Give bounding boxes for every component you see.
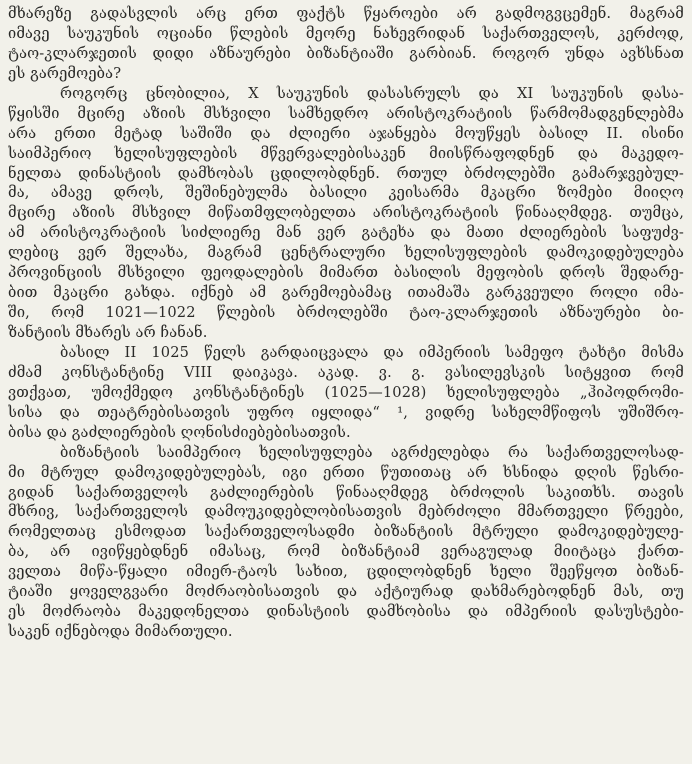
text-line: ნელთა დინასტიის დამხობას ცდილობდნენ. რთულ ბრძოლებში გამარჯვებულ- [8,164,684,182]
text-line: როგორც ცნობილია, X საუკუნის დასასრულს და XI საუკუნის დასა- [60,84,684,102]
paragraph-4 [8,443,684,642]
text-line: საიმპერიო ხელისუფლების მწვერვალებისაკენ მიისწრაფოდნენ და მაკედო- [8,144,684,162]
text-line: ამ არისტოკრატიის სიძლიერე მან ვერ გატეხა და მათი ძლიერების საფუძვ- [8,224,684,242]
text-line: ტაო-კლარჯეთის დიდი აზნაურები ბიზანტიაში გარბიან. როგორ უნდა ავხსნათ [8,44,684,62]
paragraph-2 [8,84,684,343]
text-line: არა ერთი მეტად საშიში და ძლიერი აჯანყება მოუწყეს ბასილ II. ისინი [8,124,684,142]
text-line: წყისში მცირე აზიის მსხვილი სამხედრო არისტოკრატიის წარმომადგენლებმა [8,104,684,122]
text-line: ბიზანტიის საიმპერიო ხელისუფლება აგრძელებდა რა საქართველოსად- [60,443,684,461]
text-line: ძმამ კონსტანტინე VIII დაიკავა. აკად. ვ. გ. ვასილევსკის სიტყვით რომ [8,363,684,381]
text-line: მი მტრულ დამოკიდებულებას, იგი ერთი წუთითაც არ ხსნიდა დღის წესრი- [8,463,684,481]
text-line: მცირე აზიის მსხვილ მიწათმფლობელთა არისტოკრატიის წინააღმდეგ. თუმცა, [8,204,684,222]
text-line: ველთა მიწა-წყალი იმიერ-ტაოს სახით, ცდილობდნენ ხელი შეეწყოთ ბიზან- [8,563,684,581]
text-line: ეს გარემოება? [8,64,122,82]
page-text [8,4,684,642]
text-line: სისა და თეატრებისათვის უფრო იყლიდა“ ¹, ვიდრე სახელმწიფოს უშიშრო- [8,403,684,421]
text-line: მხრივ, საქართველოს დამოუკიდებლობისათვის მებრძოლი მმართველი წრეები, [8,503,684,521]
text-line: პროვინციის მსხვილი ფეოდალების მიმართ ბასილის მეფობის დროს შედარე- [8,264,684,282]
text-line: ბით მკაცრი გახდა. იქნებ ამ გარემოებამაც ითამაშა გარკვეული როლი იმა- [8,284,684,302]
text-line: იმავე საუკუნის ოციანი წლების მეორე ნახევრიდან საქართველოს, კერძოდ, [8,24,684,42]
paragraph-3 [8,343,684,443]
text-line: ეს მოძრაობა მაკედონელთა დინასტიის დამხობისა და იმპერიის დასუსტები- [8,603,684,621]
text-line: ბასილ II 1025 წელს გარდაიცვალა და იმპერიის სამეფო ტახტი მისმა [60,343,684,361]
text-line: ლებიც ვერ შელახა, მაგრამ ცენტრალური ხელისუფლების დამოკიდებულება [8,244,684,262]
text-line: ბისა და გაძლიერების ღონისძიებებისათვის. [8,423,351,441]
text-line: ბა, არ ივიწყებდნენ იმასაც, რომ ბიზანტიამ ვერაგულად მიიტაცა ქართ- [8,543,684,561]
text-line: გიდან საქართველოს გაძლიერების წინააღმდეგ ბრძოლის საკითხს. თავის [8,483,684,501]
text-line: რომელთაც ესმოდათ საქართველოსადმი ბიზანტიის მტრული დამოკიდებულე- [8,523,684,541]
text-line: მა, ამავე დროს, შეშინებულმა ბასილი კეისარმა მკაცრი ზომები მიიღო [8,184,684,202]
text-line: ტიაში ყოველგვარი მოძრაობისათვის და აქტიურად დახმარებოდნენ მას, თუ [8,583,684,601]
text-line: ში, რომ 1021—1022 წლების ბრძოლებში ტაო-კლარჯეთის აზნაურები ბი- [8,304,684,322]
paragraph-1 [8,4,684,84]
text-line: საკენ იქნებოდა მიმართული. [8,623,233,641]
text-line: ზანტიის მხარეს არ ჩანან. [8,324,208,341]
text-line: ვთქვათ, უმოქმედო კონსტანტინეს (1025—1028) ხელისუფლება „ჰიპოდრომი- [8,383,684,401]
text-line: მხარეზე გადასვლის არც ერთ ფაქტს წყაროები არ გადმოგვცემენ. მაგრამ [8,5,684,22]
